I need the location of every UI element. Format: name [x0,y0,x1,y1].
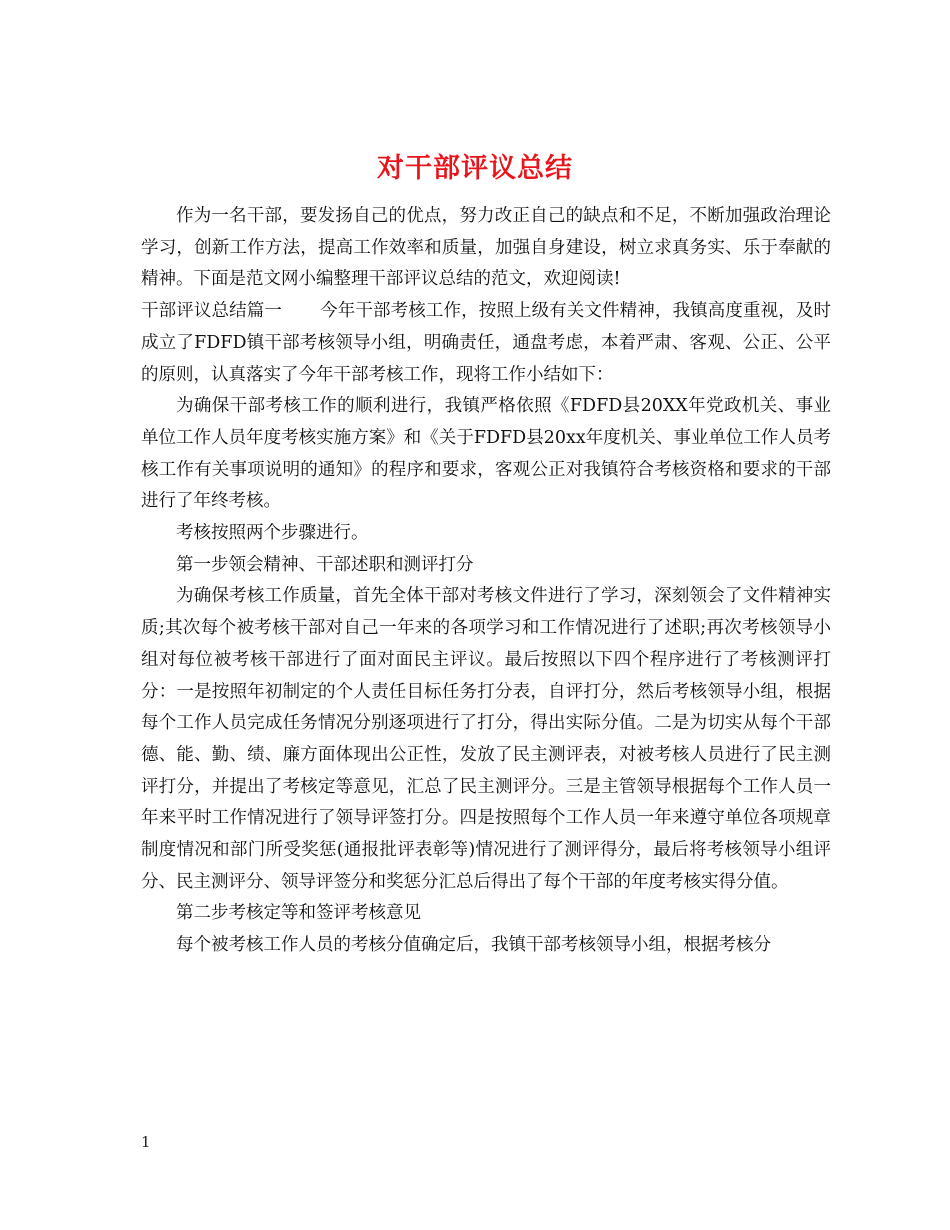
assessment-steps-paragraph: 考核按照两个步骤进行。 [176,523,369,544]
step-two-paragraph: 每个被考核工作人员的考核分值确定后，我镇干部考核领导小组，根据考核分 [176,935,771,956]
step-two-heading: 第二步考核定等和签评考核意见 [176,903,421,924]
section-one-text-line-1: 今年干部考核工作，按照上级有关文件精神，我镇高度重视， [319,301,796,322]
document-body [141,201,831,962]
section-one-heading: 干部评议总结篇一 [141,301,282,322]
document-title: 对干部评议总结 [377,153,573,185]
section-one-text-rest: 及时成立了FDFD镇干部考核领导小组，明确责任，通盘考虑，本着严肃、客观、公正、公平的原则，认真落实了今年干部考核工作，现将工作小结如下： [141,301,832,385]
section-one-paragraph [141,296,831,391]
step-one-paragraph: 为确保考核工作质量，首先全体干部对考核文件进行了学习，深刻领会了文件精神实质;其次每个被考核干部对自己一年来的各项学习和工作情况进行了述职;再次考核领导小组对每位被考核干部进行了面对面民主评议。最后按照以下四个程序进行了考核测评打分：一是按照年初制定的个人责任目标任务打分表，自评打分，然后考核领导小组，根据每个工作人员完成任务情况分别逐项进行了打分，得出实际分值。二是为切实从每个干部德、能、勤、绩、廉方面体现出公正性，发放了民主测评表，对被考核人员进行了民主测评打分，并提出了考核定等意见，汇总了民主测评分。三是主管领导根据每个工作人员一年来平时工作情况进行了领导评签打分。四是按照每个工作人员一年来遵守单位各项规章制度情况和部门所受奖惩(通报批评表彰等)情况进行了测评得分，最后将考核领导小组评分、民主测评分、领导评签分和奖惩分汇总后得出了每个干部的年度考核实得分值。 [141,586,831,892]
intro-paragraph: 作为一名干部，要发扬自己的优点，努力改正自己的缺点和不足，不断加强政治理论学习，创新工作方法，提高工作效率和质量，加强自身建设，树立求真务实、乐于奉献的精神。下面是范文网小编整理干部评议总结的范文，欢迎阅读! [141,206,831,290]
assessment-basis-paragraph: 为确保干部考核工作的顺利进行，我镇严格依照《FDFD县20XX年党政机关、事业单位工作人员年度考核实施方案》和《关于FDFD县20xx年度机关、事业单位工作人员考核工作有关事项说明的通知》的程序和要求，客观公正对我镇符合考核资格和要求的干部进行了年终考核。 [141,396,831,512]
step-one-heading: 第一步领会精神、干部述职和测评打分 [176,554,474,575]
page-number: 1 [141,1133,151,1151]
